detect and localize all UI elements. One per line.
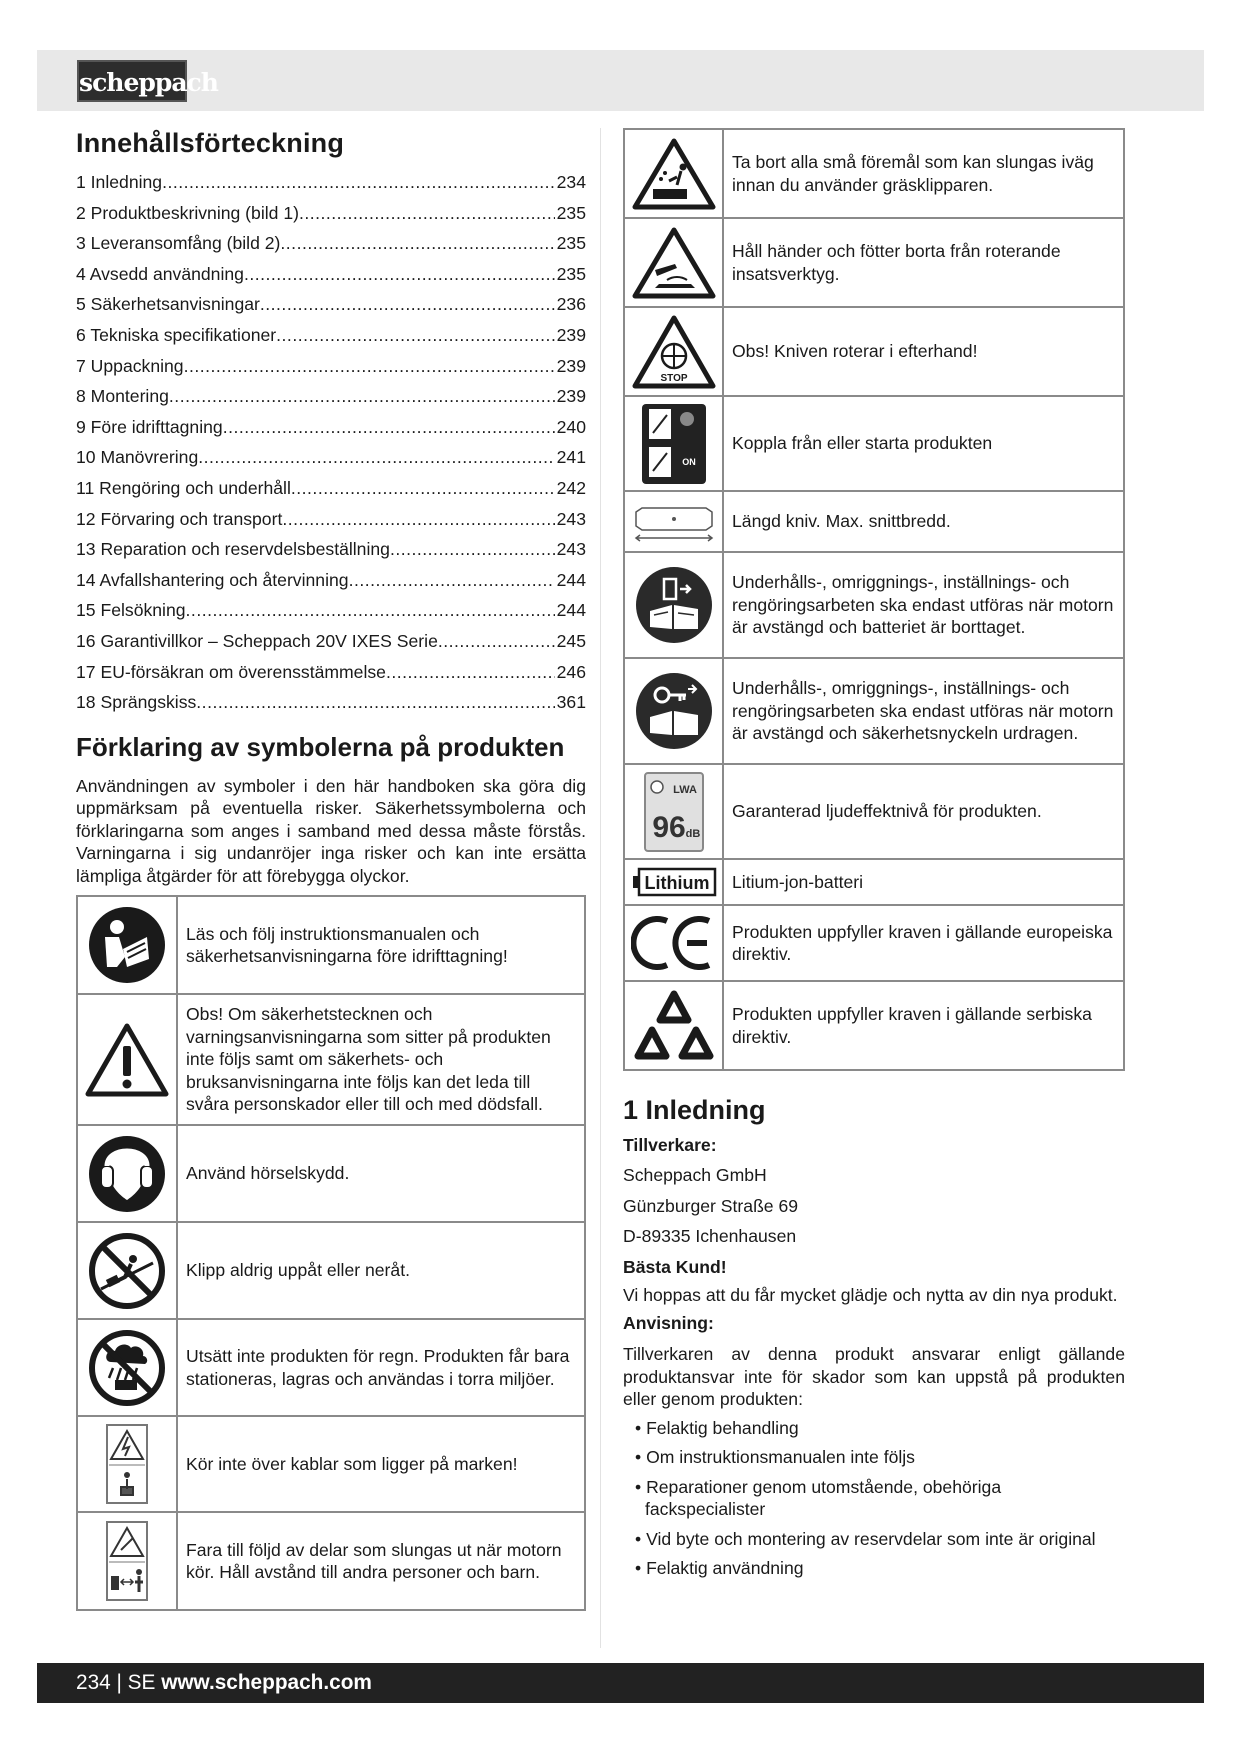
sound-level-icon [624,764,723,859]
symbol-row [624,396,1124,491]
address-block [623,1160,1125,1252]
symbol-text: Läs och följ instruktionsmanualen och säkerhetsanvisningarna före idrifttagning! [177,896,585,994]
lwa-label: LWA [672,783,697,796]
symbol-row [77,994,585,1125]
symbol-row [624,218,1124,307]
toc-item[interactable]: 16 Garantivillkor – Scheppach 20V IXES Serie ..... 245 [76,626,586,657]
symbol-row [624,764,1124,859]
symbol-text: Obs! Kniven roterar i efterhand! [723,307,1124,396]
symbol-row [624,859,1124,905]
toc-item[interactable]: 8 Montering ..... 239 [76,381,586,412]
cable-warning-icon [77,1416,177,1512]
header-bar [37,50,1204,111]
list-item: • Vid byte och montering av reservdelar som inte är original [635,1528,1125,1551]
symbol-row [624,129,1124,218]
ce-mark-icon [624,905,723,981]
symbol-row [77,896,585,994]
symbol-row [77,1222,585,1319]
symbol-text: Litium-jon-batteri [723,859,1124,905]
toc-item[interactable]: 18 Sprängskiss ..... 361 [76,687,586,718]
right-column [623,128,1125,1587]
lithium-label: Lithium [644,873,709,893]
toc-item[interactable]: 13 Reparation och reservdelsbeställning ..... 243 [76,534,586,565]
symbol-row [77,1125,585,1222]
toc-item[interactable]: 5 Säkerhetsanvisningar ..... 236 [76,289,586,320]
symbol-text: Produkten uppfyller kraven i gällande europeiska direktiv. [723,905,1124,981]
no-rain-icon [77,1319,177,1416]
footer-url[interactable]: www.scheppach.com [161,1671,372,1694]
dear-customer-text: Vi hoppas att du får mycket glädje och nytta av din nya produkt. [623,1284,1118,1305]
symbol-text: Underhålls-, omriggnings-, inställnings- och rengöringsarbeten ska endast utföras när motorn är avstängd och batteriet är borttaget. [723,552,1124,658]
rotating-blade-icon [624,218,723,307]
address-line: Günzburger Straße 69 [623,1195,799,1216]
remove-key-icon [624,658,723,764]
db-value: 96 [651,810,686,844]
symbol-text: Håll händer och fötter borta från roterande insatsverktyg. [723,218,1124,307]
toc-item[interactable]: 15 Felsökning ..... 244 [76,595,586,626]
toc-item[interactable]: 11 Rengöring och underhåll ..... 242 [76,473,586,504]
symbol-row [624,552,1124,658]
intro-title: 1 Inledning [623,1095,766,1125]
toc-item[interactable]: 9 Före idrifttagning ..... 240 [76,412,586,443]
column-divider [600,128,601,1648]
toc-item[interactable]: 7 Uppackning ..... 239 [76,351,586,382]
symbols-title: Förklaring av symbolerna på produkten [76,731,565,762]
toc-item[interactable]: 10 Manövrering ..... 241 [76,442,586,473]
list-item: • Om instruktionsmanualen inte följs [635,1446,1125,1469]
symbols-intro: Användningen av symboler i den här handboken ska göra dig uppmärksam på eventuella risker. Säkerhetssymbolerna och förklaringarna som anges i samband med dessa måste förstås. Varningarna i sig undanröjer inga risker och kan inte ersätta lämpliga åtgärder för att förebygga olyckor. [76,775,586,886]
notice-label: Anvisning: [623,1313,714,1333]
warning-exclamation-icon [77,994,177,1125]
list-item: • Felaktig användning [635,1557,1125,1580]
symbol-row [624,981,1124,1070]
address-line: D-89335 Ichenhausen [623,1226,797,1246]
keep-distance-icon [77,1512,177,1610]
symbol-row [77,1416,585,1512]
symbol-text: Koppla från eller starta produkten [723,396,1124,491]
toc-item[interactable]: 14 Avfallshantering och återvinning ..... 244 [76,565,586,596]
hearing-protection-icon [77,1125,177,1222]
liability-list [623,1417,1125,1580]
db-unit: dB [685,827,700,840]
symbol-row [624,658,1124,764]
symbol-text: Längd kniv. Max. snittbredd. [723,491,1124,552]
read-manual-icon [77,896,177,994]
blade-stop-icon [624,307,723,396]
symbol-row [77,1512,585,1610]
list-item: • Felaktig behandling [635,1417,1125,1440]
symbol-row [624,905,1124,981]
serbian-mark-icon [624,981,723,1070]
symbols-table-left [76,895,586,1611]
manufacturer-label: Tillverkare: [623,1135,717,1155]
lithium-icon [624,859,723,905]
symbols-table-right [623,128,1125,1071]
dear-customer-label: Bästa Kund! [623,1256,727,1277]
scheppach-logo: scheppach [77,60,187,102]
toc-item[interactable]: 4 Avsedd användning ..... 235 [76,259,586,290]
symbol-text: Klipp aldrig uppåt eller neråt. [177,1222,585,1319]
toc-item[interactable]: 6 Tekniska specifikationer ..... 239 [76,320,586,351]
symbol-text: Utsätt inte produkten för regn. Produkten får bara stationeras, lagras och användas i torra miljöer. [177,1319,585,1416]
symbol-text: Ta bort alla små föremål som kan slungas iväg innan du använder gräsklipparen. [723,129,1124,218]
address-line: Scheppach GmbH [623,1165,767,1185]
symbol-text: Kör inte över kablar som ligger på marken! [177,1416,585,1512]
symbol-text: Produkten uppfyller kraven i gällande serbiska direktiv. [723,981,1124,1070]
toc-title: Innehållsförteckning [76,128,345,158]
stop-label: STOP [659,372,688,384]
symbol-text: Garanterad ljudeffektnivå för produkten. [723,764,1124,859]
toc-list [76,167,586,718]
start-stop-icon [624,396,723,491]
blade-width-icon [624,491,723,552]
symbol-text: Obs! Om säkerhetstecknen och varningsanvisningarna som sitter på produkten inte följs samt om säkerhets- och bruksanvisningarna inte följs kan det leda till svåra personskador eller till och med dödsfall. [177,994,585,1125]
left-column [76,128,586,1611]
symbol-row [624,307,1124,396]
symbol-text: Fara till följd av delar som slungas ut när motorn kör. Håll avstånd till andra personer och barn. [177,1512,585,1610]
footer-page-lang: 234 | SE [76,1671,162,1694]
footer-bar [37,1663,1204,1703]
symbol-text: Underhålls-, omriggnings-, inställnings- och rengöringsarbeten ska endast utföras när motorn är avstängd och säkerhetsnyckeln urdragen. [723,658,1124,764]
no-slope-mowing-icon [77,1222,177,1319]
symbol-row [77,1319,585,1416]
list-item: • Reparationer genom utomstående, obehöriga fackspecialister [635,1476,1125,1521]
thrown-objects-icon [624,129,723,218]
remove-battery-icon [624,552,723,658]
on-label: ON [681,456,696,467]
symbol-row [624,491,1124,552]
notice-text: Tillverkaren av denna produkt ansvarar enligt gällande produktansvar inte för skador som kan uppstå på produkten eller genom produkten: [623,1344,1125,1409]
toc-item[interactable]: 12 Förvaring och transport ..... 243 [76,504,586,535]
toc-item[interactable]: 2 Produktbeskrivning (bild 1) ..... 235 [76,198,586,229]
symbol-text: Använd hörselskydd. [177,1125,585,1222]
toc-item[interactable]: 3 Leveransomfång (bild 2) ..... 235 [76,228,586,259]
toc-item[interactable]: 17 EU-försäkran om överensstämmelse ..... 246 [76,657,586,688]
toc-item[interactable]: 1 Inledning ..... 234 [76,167,586,198]
